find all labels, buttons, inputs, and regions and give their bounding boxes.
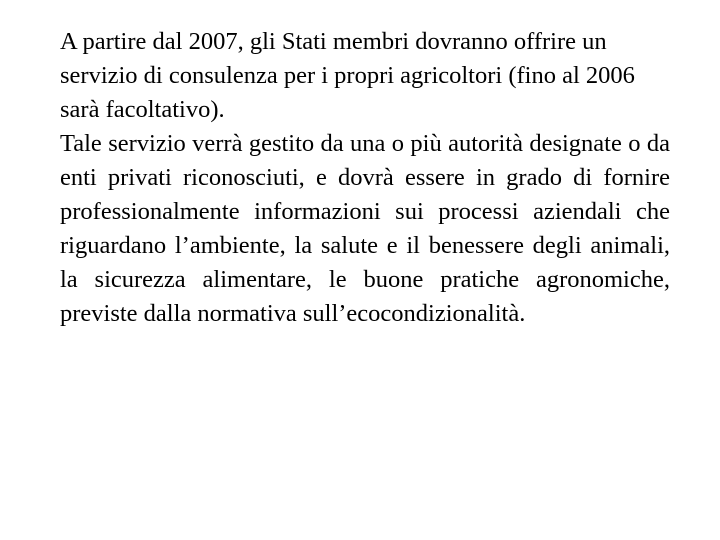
paragraph-service-management: Tale servizio verrà gestito da una o più autorità designate o da enti privati riconosciuti, e dovrà essere in grado di fornire professionalmente informazioni sui processi aziendali che riguardano l’ambiente, la salute e il benessere degli animali, la sicurezza alimentare, le buone pratiche agronomiche, previste dalla normativa sull’ecocondizionalità. — [60, 130, 670, 327]
paragraph-advisory-service: A partire dal 2007, gli Stati membri dovranno offrire un servizio di consulenza per i propri agricoltori (fino al 2006 sarà facoltativo). — [60, 28, 635, 123]
body-text — [60, 25, 670, 331]
